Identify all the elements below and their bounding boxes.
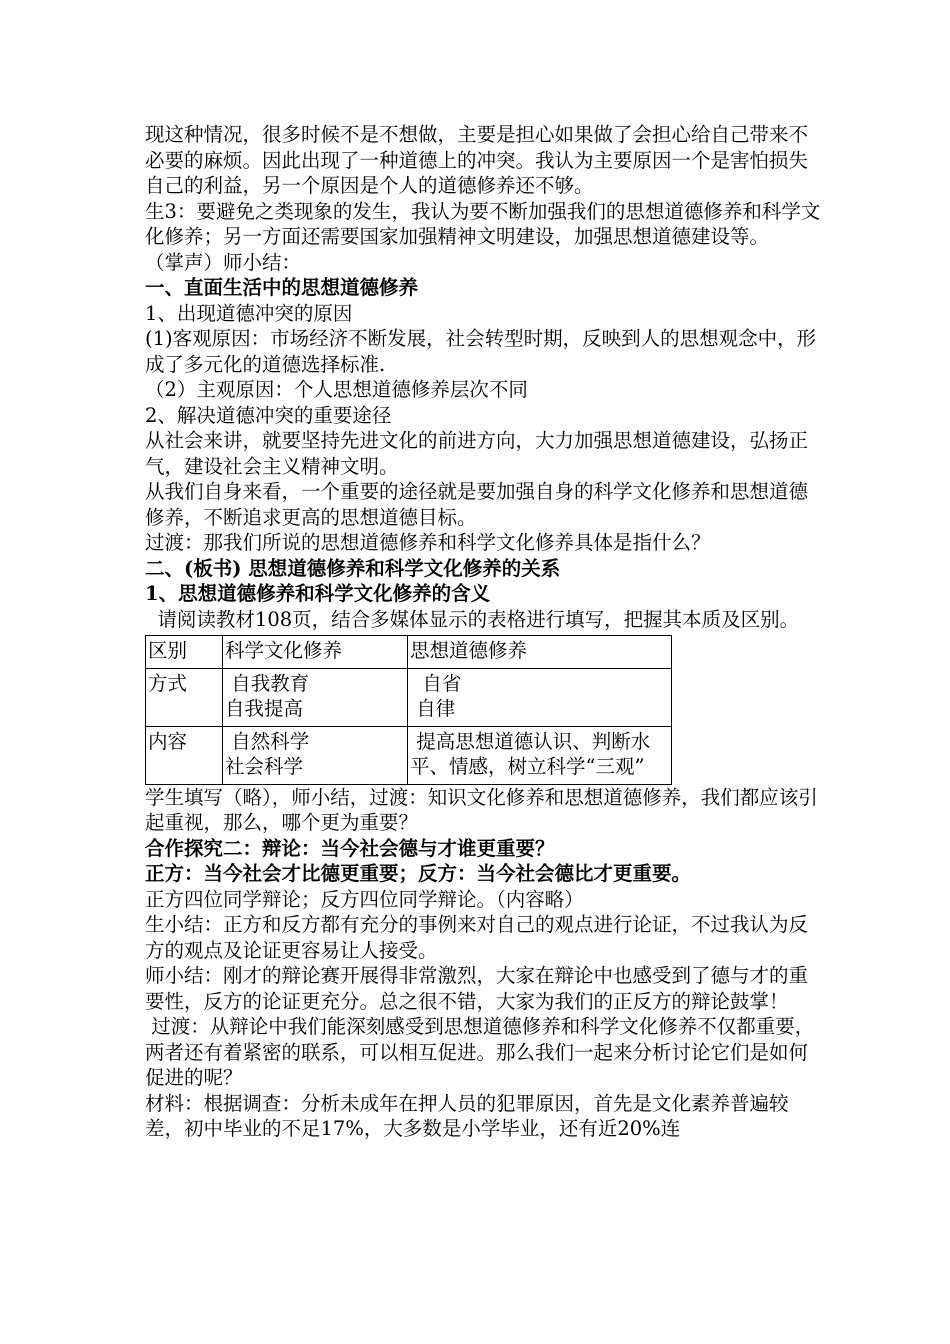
paragraph: (1)客观原因：市场经济不断发展，社会转型时期，反映到人的思想观念中，形成了多元化的道德选择标准. [145,327,817,376]
paragraph: 生3：要避免之类现象的发生，我认为要不断加强我们的思想道德修养和科学文化修养；另一方面还需要国家加强精神文明建设，加强思想道德建设等。 [145,199,821,248]
subheading: 1、出现道德冲突的原因 [145,301,353,325]
paragraph: 请阅读教材108页，结合多媒体显示的表格进行填写，把握其本质及区别。 [145,607,800,631]
paragraph: 生小结：正方和反方都有充分的事例来对自己的观点进行论证，不过我认为反方的观点及论证更容易让人接受。 [145,913,809,962]
table-header-cell: 区别 [146,636,223,669]
table-header-row [146,636,672,669]
subheading: 2、解决道德冲突的重要途径 [145,403,392,427]
table-header-cell: 科学文化修养 [223,636,408,669]
paragraph: 过渡：从辩论中我们能深刻感受到思想道德修养和科学文化修养不仅都重要，两者还有着紧密的联系，可以相互促进。那么我们一起来分析讨论它们是如何促进的呢？ [145,1015,815,1089]
section-heading: 一、直面生活中的思想道德修养 [145,276,419,299]
cell-text: 自我教育 自我提高 [225,671,310,720]
table-row [146,668,672,726]
table-row [146,726,672,784]
paragraph: 正方四位同学辩论；反方四位同学辩论。（内容略） [145,887,584,911]
section-heading: 二、(板书) 思想道德修养和科学文化修养的关系 [145,556,561,580]
comparison-table [145,635,672,785]
paragraph: （2）主观原因：个人思想道德修养层次不同 [145,378,528,401]
table-cell [223,668,408,726]
debate-topic: 正方：当今社会才比德更重要；反方：当今社会德比才更重要。 [145,862,692,885]
cell-text: 提高思想道德认识、判断水平、情感，树立科学“三观” [410,729,651,778]
paragraph: 从我们自身来看，一个重要的途径就是要加强自身的科学文化修养和思想道德修养，不断追求更高的思想道德目标。 [145,480,809,529]
table-header-cell: 思想道德修养 [408,636,672,669]
paragraph: 过渡：那我们所说的思想道德修养和科学文化修养具体是指什么？ [145,531,711,554]
table-cell [223,726,408,784]
paragraph: 学生填写（略），师小结，过渡：知识文化修养和思想道德修养，我们都应该引起重视，那么，哪个更为重要？ [145,785,818,834]
table-cell [408,668,672,726]
paragraph: 从社会来讲，就要坚持先进文化的前进方向，大力加强思想道德建设，弘扬正气，建设社会主义精神文明。 [145,429,809,478]
document-page [145,122,825,1142]
table-cell-label: 内容 [146,726,223,784]
paragraph: 现这种情况，很多时候不是不想做，主要是担心如果做了会担心给自己带来不必要的麻烦。因此出现了一种道德上的冲突。我认为主要原因一个是害怕损失自己的利益，另一个原因是个人的道德修养还不够。 [145,123,809,197]
cell-text: 自省 自律 [416,671,462,720]
paragraphs-top [145,122,825,632]
paragraphs-bottom [145,785,825,1142]
paragraph: 材料：根据调查：分析未成年在押人员的犯罪原因，首先是文化素养普遍较差，初中毕业的不足17%，大多数是小学毕业，还有近20%连 [145,1091,789,1140]
subheading: 1、思想道德修养和科学文化修养的含义 [145,582,491,605]
section-heading: 合作探究二：辩论：当今社会德与才谁更重要？ [145,836,555,860]
table-cell [408,726,672,784]
paragraph: 师小结：刚才的辩论赛开展得非常激烈，大家在辩论中也感受到了德与才的重要性，反方的论证更充分。总之很不错，大家为我们的正反方的辩论鼓掌！ [145,964,809,1013]
cell-text: 自然科学 社会科学 [225,729,310,778]
paragraph: （掌声）师小结： [145,250,302,274]
table-cell-label: 方式 [146,668,223,726]
